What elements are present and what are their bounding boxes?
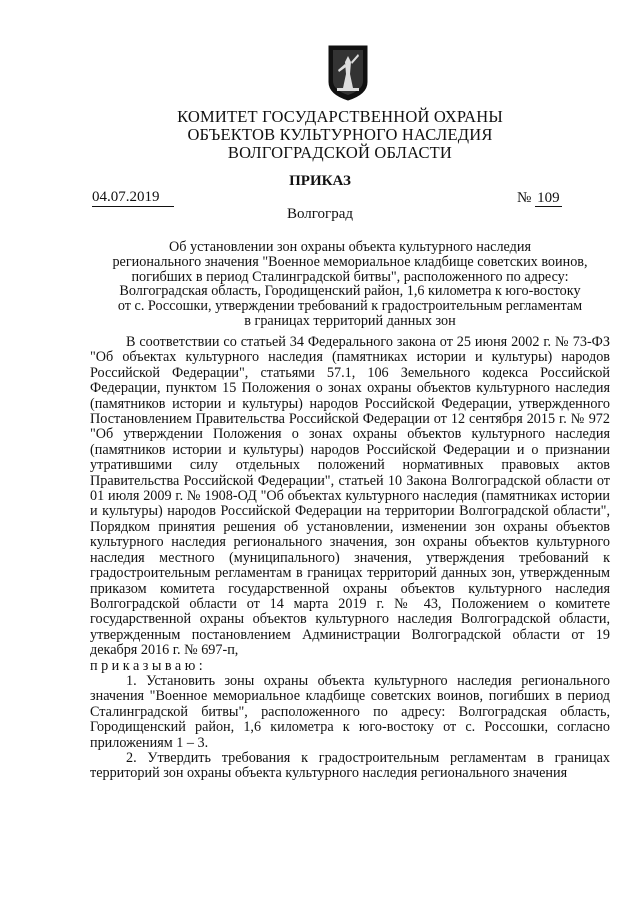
prikazyvayu-word: приказываю: — [90, 657, 207, 674]
header-line-3: ВОЛГОГРАДСКОЙ ОБЛАСТИ — [227, 143, 453, 162]
subject-line-1: Об установлении зон охраны объекта культурного наследия — [168, 239, 531, 255]
order-number-value: 109 — [537, 190, 560, 206]
order-body — [90, 335, 610, 782]
order-city: Волгоград — [286, 206, 353, 222]
preamble-paragraph: В соответствии со статьей 34 Федерального закона от 25 июня 2002 г. № 73-ФЗ "Об объектах культурного наследия (памятниках истории и культуры) народов Российской Федерации", статьями 57.1, 106 Земельного кодекса Российской Федерации, пунктом 15 Положения о зонах охраны объектов культурного наследия (памятников истории и культуры) народов Российской Федерации, утвержденного Постановлением Правительства Российской Федерации от 12 сентября 2015 г. № 972 "Об утверждении Положения о зонах охраны объектов культурного наследия (памятников истории и культуры) народов Российской Федерации и о признании утратившими силу отдельных положений нормативных правовых актов Правительства Российской Федерации", статьей 10 Закона Волгоградской области от 01 июля 2009 г. № 1908-ОД "Об объектах культурного наследия (памятниках истории и культуры) народов Российской Федерации на территории Волгоградской области", Порядком принятия решения об установлении, изменении зон охраны объектов культурного наследия регионального значения, зон охраны объектов культурного наследия местного (муниципального) значения, утверждения требований к градостроительным регламентам в границах территорий данных зон, утвержденным приказом комитета государственной охраны объектов культурного наследия Волгоградской области от 14 марта 2019 г. № 43, Положением о комитете государственной охраны объектов культурного наследия Волгоградской области, утвержденным постановлением Администрации Волгоградской области от 19 декабря 2016 г. № 697-п, — [90, 334, 610, 659]
order-subject — [90, 240, 610, 329]
subject-line-3: погибших в период Сталинградской битвы", расположенного по адресу: — [131, 268, 569, 285]
order-date: 04.07.2019 — [92, 189, 174, 207]
header-line-2: ОБЪЕКТОВ КУЛЬТУРНОГО НАСЛЕДИЯ — [187, 125, 493, 144]
document-title: ПРИКАЗ — [289, 173, 351, 189]
committee-header — [120, 108, 560, 162]
subject-line-5: от с. Россошки, утверждении требований к градостроительным регламентам — [117, 298, 583, 315]
order-item-1: 1. Установить зоны охраны объекта культурного наследия регионального значения "Военное мемориальное кладбище советских воинов, погибших в период Сталинградской битвы", расположенного по адресу: Волгоградская область, Городищенский район, 1,6 километра к юго-востоку от с. Россошки, согласно приложениям 1 – 3. — [90, 672, 610, 751]
header-line-1: КОМИТЕТ ГОСУДАРСТВЕННОЙ ОХРАНЫ — [177, 107, 503, 126]
order-item-2: 2. Утвердить требования к градостроительным регламентам в границах территорий зон охраны объекта культурного наследия регионального значения — [90, 749, 610, 782]
order-number — [517, 190, 562, 207]
subject-line-4: Волгоградская область, Городищенский район, 1,6 километра к юго-востоку — [119, 283, 581, 300]
order-number-prefix: № — [517, 190, 532, 206]
volgograd-coat-of-arms-icon — [327, 44, 369, 102]
subject-line-2: регионального значения "Военное мемориальное кладбище советских воинов, — [112, 253, 588, 270]
subject-line-6: в границах территорий данных зон — [244, 312, 456, 329]
